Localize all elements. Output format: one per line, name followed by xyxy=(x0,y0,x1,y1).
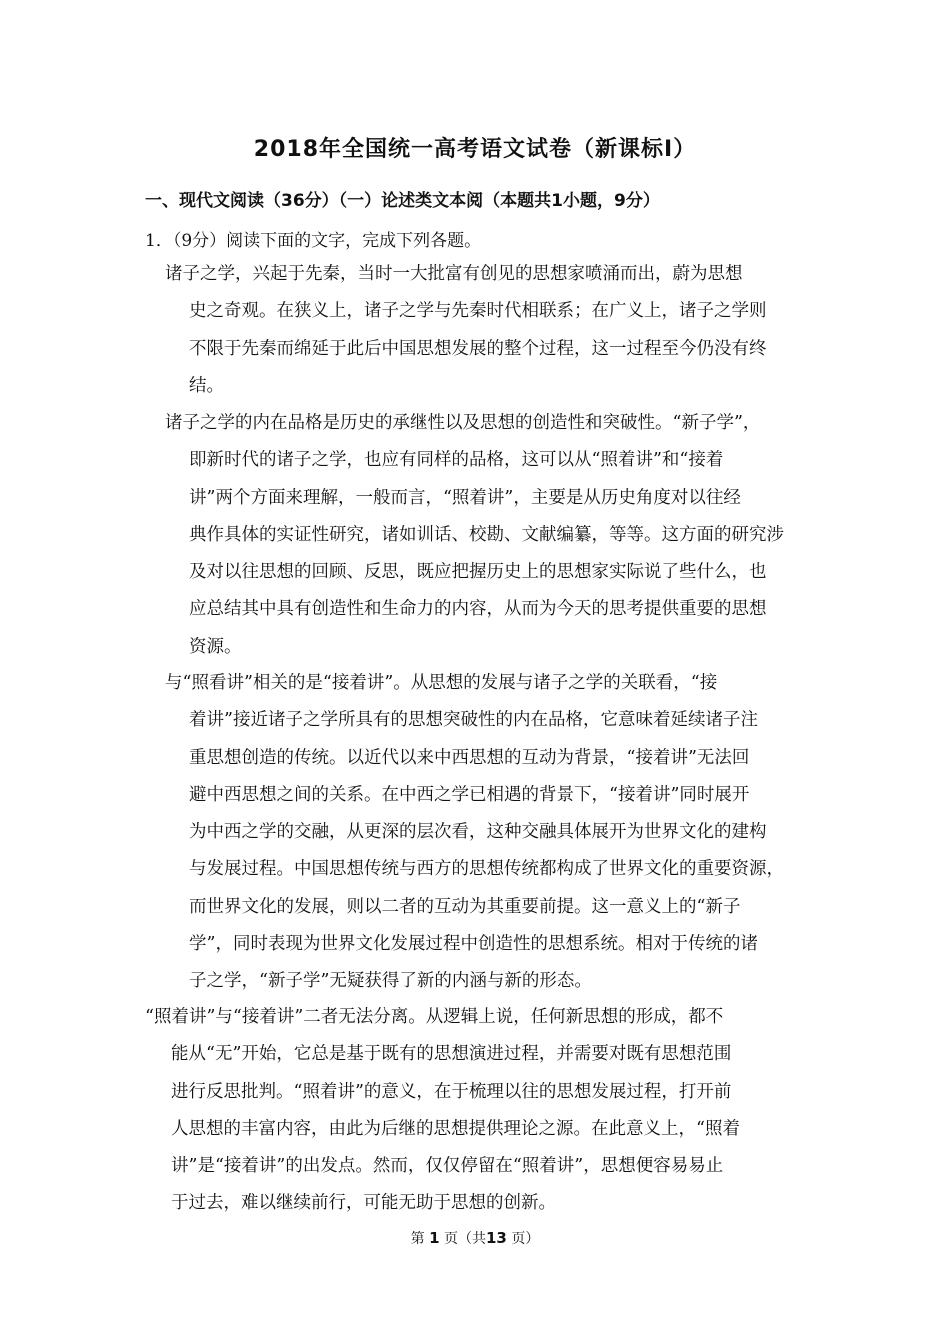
text-line: 应总结其中具有创造性和生命力的内容，从而为今天的思考提供重要的思想 xyxy=(189,599,767,620)
text-line: 进行反思批判。“照着讲”的意义，在于梳理以往的思想发展过程，打开前 xyxy=(171,1081,732,1102)
text-line: 讲”两个方面来理解，一般而言，“照着讲”，主要是从历史角度对以往经 xyxy=(189,487,741,508)
text-line: 及对以往思想的回顾、反思，既应把握历史上的思想家实际说了些什么，也 xyxy=(189,562,767,583)
page-number: 1 xyxy=(429,1229,440,1247)
page-title: 2018年全国统一高考语文试卷（新课标Ⅰ） xyxy=(253,137,697,162)
text-line: 讲”是“接着讲”的出发点。然而，仅仅停留在“照着讲”，思想便容易易止 xyxy=(171,1156,724,1177)
section-heading: 一、现代文阅读（36分）（一）论述类文本阅（本题共1小题，9分） xyxy=(145,191,660,211)
passage-paragraph-2 xyxy=(165,405,845,666)
text-line: 于过去，难以继续前行，可能无助于思想的创新。 xyxy=(171,1193,556,1214)
text-line: 结。 xyxy=(189,375,224,396)
text-line: 与发展过程。中国思想传统与西方的思想传统都构成了世界文化的重要资源， xyxy=(189,859,784,880)
text-line: 典作具体的实证性研究，诸如训话、校勘、文献编纂，等等。这方面的研究涉 xyxy=(189,524,784,545)
text-line: 人思想的丰富内容，由此为后继的思想提供理论之源。在此意义上，“照着 xyxy=(171,1118,740,1139)
page-footer xyxy=(0,1228,950,1248)
passage-paragraph-1 xyxy=(165,256,845,405)
text-line: 不限于先秦而绵延于此后中国思想发展的整个过程，这一过程至今仍没有终 xyxy=(189,338,767,359)
text-line: 诸子之学的内在品格是历史的承继性以及思想的创造性和突破性。“新子学”， xyxy=(165,413,761,433)
text-line: 为中西之学的交融，从更深的层次看，这种交融具体展开为世界文化的建构 xyxy=(189,822,767,843)
text-line: 而世界文化的发展，则以二者的互动为其重要前提。这一意义上的“新子 xyxy=(189,896,741,917)
text-line: 着讲”接近诸子之学所具有的思想突破性的内在品格，它意味着延续诸子注 xyxy=(189,710,758,731)
text-line: 子之学，“新子学”无疑获得了新的内涵与新的形态。 xyxy=(189,971,592,992)
footer-middle: 页（共 xyxy=(444,1231,486,1247)
text-line: 资源。 xyxy=(189,636,242,657)
question-line xyxy=(145,226,481,251)
text-line: 即新时代的诸子之学，也应有同样的品格，这可以从“照着讲”和“接着 xyxy=(189,450,724,471)
text-line: “照着讲”与“接着讲”二者无法分离。从逻辑上说，任何新思想的形成，都不 xyxy=(145,1007,724,1027)
footer-prefix: 第 xyxy=(410,1231,425,1247)
text-line: 避中西思想之间的关系。在中西之学已相遇的背景下，“接着讲”同时展开 xyxy=(189,784,750,805)
text-line: 史之奇观。在狭义上，诸子之学与先秦时代相联系；在广义上，诸子之学则 xyxy=(189,301,767,322)
total-pages: 13 xyxy=(486,1229,507,1247)
question-number: 1． xyxy=(145,231,173,251)
text-line: 诸子之学，兴起于先秦，当时一大批富有创见的思想家喷涌而出，蔚为思想 xyxy=(165,264,743,284)
question-intro: （9分）阅读下面的文字，完成下列各题。 xyxy=(172,231,482,251)
text-line: 重思想创造的传统。以近代以来中西思想的互动为背景，“接着讲”无法回 xyxy=(189,747,750,768)
footer-suffix: 页） xyxy=(511,1231,540,1247)
passage-paragraph-4 xyxy=(145,999,825,1223)
passage-paragraph-3 xyxy=(165,665,845,1001)
text-line: 能从“无”开始，它总是基于既有的思想演进过程，并需要对既有思想范围 xyxy=(171,1044,732,1065)
text-line: 与“照看讲”相关的是“接着讲”。从思想的发展与诸子之学的关联看，“接 xyxy=(165,673,718,693)
text-line: 学”，同时表现为世界文化发展过程中创造性的思想系统。相对于传统的诸 xyxy=(189,934,758,955)
